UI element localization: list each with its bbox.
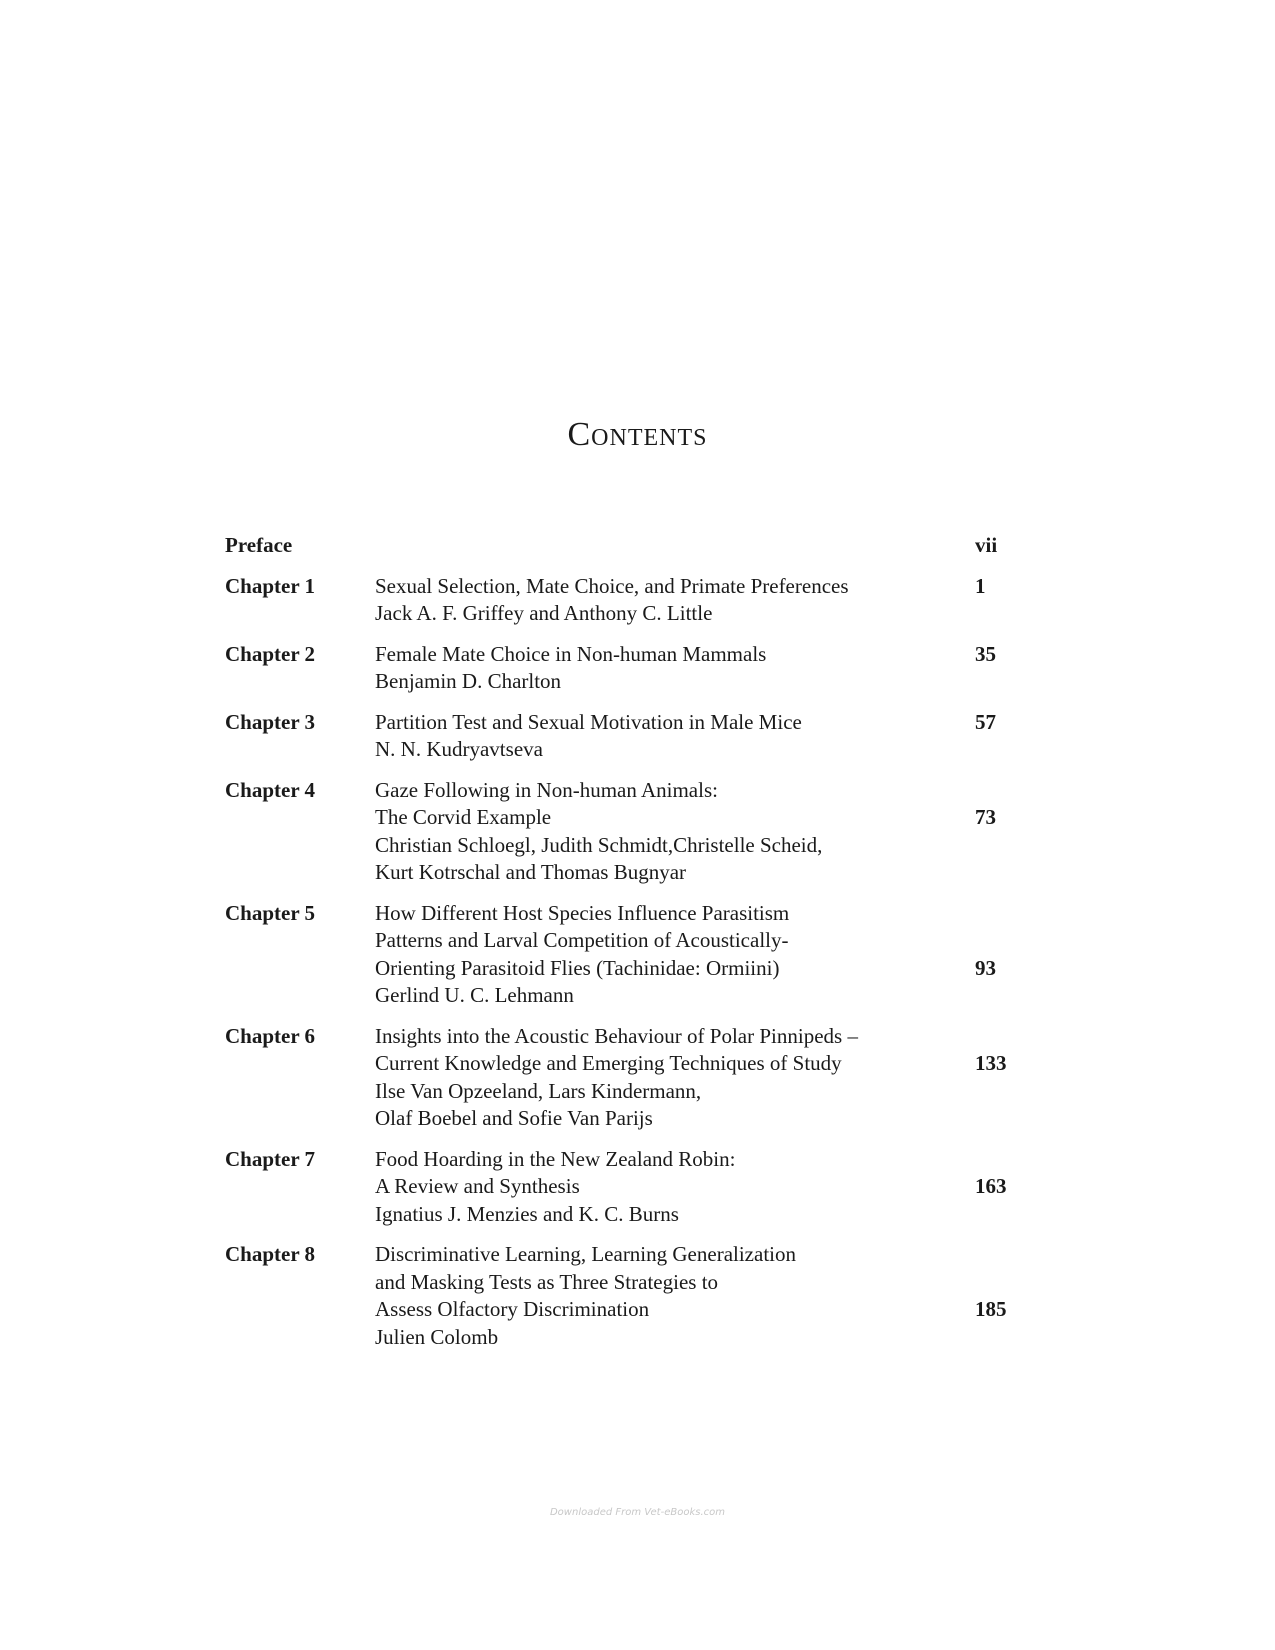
toc-title-line: Current Knowledge and Emerging Techniques of Study — [375, 1051, 842, 1075]
toc-title-line: Insights into the Acoustic Behaviour of Polar Pinnipeds – — [375, 1023, 858, 1048]
toc-page-number: 57 — [975, 709, 996, 734]
toc-label: Chapter 7 — [225, 1146, 316, 1171]
toc-page-number: 73 — [975, 805, 996, 829]
toc-authors: Julien Colomb — [375, 1324, 499, 1349]
toc-title-line: The Corvid Example — [375, 805, 552, 829]
toc-body — [375, 573, 975, 628]
toc-label: Chapter 3 — [225, 709, 316, 734]
toc-title-line: How Different Host Species Influence Parasitism — [375, 900, 790, 925]
toc-authors: Gerlind U. C. Lehmann — [375, 983, 574, 1007]
toc-page-number: vii — [975, 533, 998, 557]
toc-authors: Kurt Kotrschal and Thomas Bugnyar — [375, 860, 687, 884]
toc-body — [375, 777, 975, 887]
table-of-contents — [225, 532, 1015, 1364]
toc-title-line: and Masking Tests as Three Strategies to — [375, 1269, 719, 1294]
toc-entry-chapter-8[interactable] — [225, 1241, 1015, 1351]
toc-authors: Ignatius J. Menzies and K. C. Burns — [375, 1201, 679, 1226]
toc-authors: Olaf Boebel and Sofie Van Parijs — [375, 1106, 653, 1130]
toc-title-line: Ilse Van Opzeeland, Lars Kindermann, — [375, 1078, 702, 1103]
toc-page-number: 133 — [975, 1051, 1007, 1075]
toc-label: Chapter 1 — [225, 573, 316, 598]
toc-title-line: Food Hoarding in the New Zealand Robin: — [375, 1146, 736, 1171]
toc-authors: Jack A. F. Griffey and Anthony C. Little — [375, 601, 713, 625]
toc-page-number: 93 — [975, 955, 996, 980]
toc-entry-chapter-4[interactable] — [225, 777, 1015, 887]
toc-entry-preface[interactable] — [225, 532, 1015, 560]
toc-title-line: Sexual Selection, Mate Choice, and Primate Preferences — [375, 573, 849, 598]
toc-label: Chapter 8 — [225, 1242, 316, 1266]
toc-body — [375, 1146, 975, 1229]
toc-page-number: 35 — [975, 641, 996, 666]
toc-body — [375, 641, 975, 696]
toc-page-number: 1 — [975, 573, 986, 598]
toc-body — [375, 1023, 975, 1133]
toc-body — [375, 1241, 975, 1351]
toc-title-line: Assess Olfactory Discrimination — [375, 1297, 650, 1321]
toc-label: Chapter 6 — [225, 1023, 316, 1048]
toc-entry-chapter-3[interactable] — [225, 709, 1015, 764]
toc-authors: N. N. Kudryavtseva — [375, 737, 543, 761]
toc-title-line: Discriminative Learning, Learning Generalization — [375, 1242, 796, 1266]
watermark: Downloaded From Vet-eBooks.com — [549, 1507, 725, 1518]
toc-authors: Benjamin D. Charlton — [375, 669, 562, 693]
toc-label: Chapter 4 — [225, 777, 316, 802]
toc-body — [375, 709, 975, 764]
chapter-list — [225, 573, 1015, 1352]
toc-label: Chapter 5 — [225, 900, 316, 925]
toc-label: Preface — [225, 533, 293, 557]
toc-entry-chapter-5[interactable] — [225, 900, 1015, 1010]
toc-entry-chapter-7[interactable] — [225, 1146, 1015, 1229]
toc-title-line: Partition Test and Sexual Motivation in Male Mice — [375, 709, 802, 734]
toc-page-number: 185 — [975, 1297, 1007, 1321]
toc-entry-chapter-1[interactable] — [225, 573, 1015, 628]
toc-title-line: Female Mate Choice in Non-human Mammals — [375, 641, 767, 666]
toc-body — [375, 900, 975, 1010]
toc-title-line: Gaze Following in Non-human Animals: — [375, 777, 718, 802]
page-title: Contents — [567, 416, 708, 453]
toc-entry-chapter-2[interactable] — [225, 641, 1015, 696]
toc-title-line: Patterns and Larval Competition of Acoustically- — [375, 928, 789, 952]
toc-page-number: 163 — [975, 1174, 1007, 1198]
toc-title-line: Christian Schloegl, Judith Schmidt,Christelle Scheid, — [375, 832, 823, 857]
toc-label: Chapter 2 — [225, 641, 316, 666]
toc-entry-chapter-6[interactable] — [225, 1023, 1015, 1133]
toc-title-line: A Review and Synthesis — [375, 1174, 580, 1198]
toc-title-line: Orienting Parasitoid Flies (Tachinidae: Ormiini) — [375, 955, 780, 980]
